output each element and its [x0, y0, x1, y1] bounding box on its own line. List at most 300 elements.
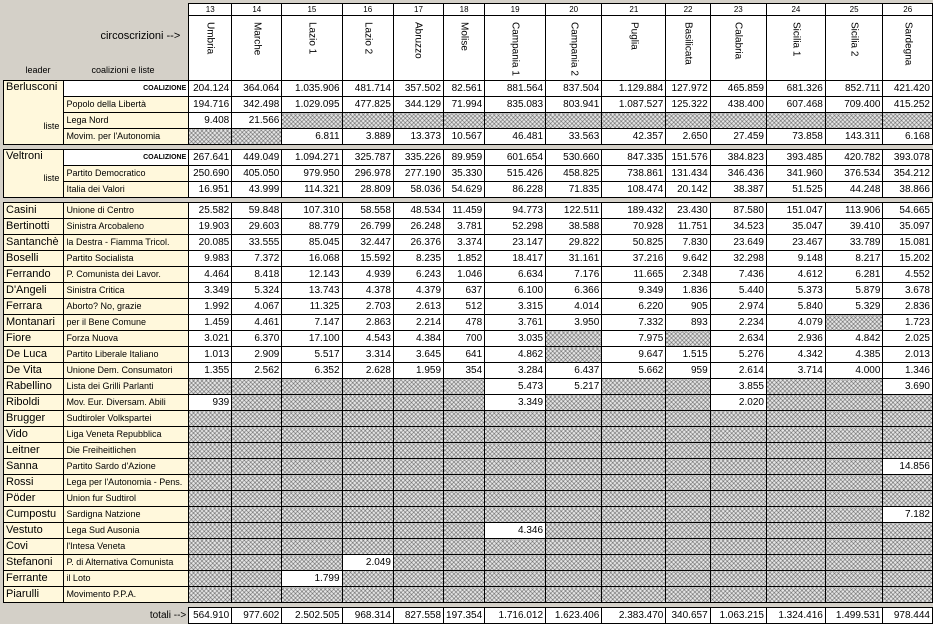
- value-cell: 7.332: [602, 315, 666, 331]
- value-cell: 16.951: [189, 182, 232, 198]
- value-cell: 143.311: [825, 129, 883, 145]
- value-cell: 17.100: [282, 331, 342, 347]
- empty-cell: [485, 587, 546, 603]
- empty-cell: [282, 555, 342, 571]
- empty-cell: [710, 113, 766, 129]
- value-cell: 5.276: [710, 347, 766, 363]
- empty-cell: [546, 539, 602, 555]
- empty-cell: [342, 411, 393, 427]
- empty-cell: [232, 539, 282, 555]
- value-cell: 852.711: [825, 81, 883, 97]
- value-cell: 6.634: [485, 267, 546, 283]
- empty-cell: [342, 459, 393, 475]
- value-cell: 11.665: [602, 267, 666, 283]
- value-cell: 38.866: [883, 182, 933, 198]
- value-cell: 21.566: [232, 113, 282, 129]
- empty-cell: [602, 491, 666, 507]
- value-cell: 4.079: [766, 315, 825, 331]
- value-cell: 73.858: [766, 129, 825, 145]
- empty-cell: [485, 539, 546, 555]
- value-cell: 341.960: [766, 166, 825, 182]
- value-cell: 3.645: [393, 347, 443, 363]
- empty-cell: [485, 459, 546, 475]
- empty-cell: [342, 491, 393, 507]
- value-cell: 32.447: [342, 235, 393, 251]
- value-cell: 26.799: [342, 219, 393, 235]
- value-cell: 2.628: [342, 363, 393, 379]
- value-cell: 837.504: [546, 81, 602, 97]
- empty-cell: [342, 113, 393, 129]
- empty-cell: [666, 395, 710, 411]
- value-cell: 344.129: [393, 97, 443, 113]
- value-cell: 1.459: [189, 315, 232, 331]
- value-cell: 32.298: [710, 251, 766, 267]
- value-cell: 4.379: [393, 283, 443, 299]
- empty-cell: [546, 411, 602, 427]
- value-cell: 354.212: [883, 166, 933, 182]
- empty-cell: [883, 411, 933, 427]
- empty-cell: [766, 379, 825, 395]
- value-cell: 641: [444, 347, 485, 363]
- list-name: l'Intesa Veneta: [64, 539, 189, 555]
- empty-cell: [444, 571, 485, 587]
- value-cell: 35.047: [766, 219, 825, 235]
- value-cell: 1.094.271: [282, 150, 342, 166]
- empty-cell: [546, 331, 602, 347]
- value-cell: 15.202: [883, 251, 933, 267]
- empty-cell: [766, 491, 825, 507]
- empty-cell: [883, 571, 933, 587]
- value-cell: 23.430: [666, 203, 710, 219]
- column-name: Sardegna: [902, 22, 914, 66]
- value-cell: 2.214: [393, 315, 443, 331]
- single-list-row: [4, 507, 933, 523]
- empty-cell: [883, 539, 933, 555]
- leader-name: Casini: [4, 203, 64, 219]
- single-list-row: [4, 235, 933, 251]
- value-cell: 438.400: [710, 97, 766, 113]
- value-cell: 835.083: [485, 97, 546, 113]
- value-cell: 481.714: [342, 81, 393, 97]
- value-cell: 194.716: [189, 97, 232, 113]
- empty-cell: [189, 491, 232, 507]
- value-cell: 20.142: [666, 182, 710, 198]
- empty-cell: [825, 427, 883, 443]
- value-cell: 50.825: [602, 235, 666, 251]
- value-cell: 4.842: [825, 331, 883, 347]
- empty-cell: [282, 395, 342, 411]
- empty-cell: [342, 571, 393, 587]
- liste-label: liste: [43, 121, 60, 131]
- empty-cell: [282, 491, 342, 507]
- empty-cell: [766, 571, 825, 587]
- single-list-row: [4, 219, 933, 235]
- empty-cell: [393, 507, 443, 523]
- empty-cell: [825, 443, 883, 459]
- empty-cell: [825, 491, 883, 507]
- column-name: Abruzzo: [412, 22, 424, 59]
- results-table: [3, 3, 933, 624]
- column-number: 22: [666, 4, 709, 16]
- empty-cell: [393, 411, 443, 427]
- liste-label: liste: [43, 173, 60, 183]
- empty-cell: [485, 507, 546, 523]
- list-row: [4, 166, 933, 182]
- value-cell: 4.939: [342, 267, 393, 283]
- list-name: Partito Democratico: [64, 166, 189, 182]
- empty-cell: [766, 443, 825, 459]
- column-header: [232, 4, 282, 81]
- column-number: 15: [282, 4, 341, 16]
- value-cell: 709.400: [825, 97, 883, 113]
- value-cell: 847.335: [602, 150, 666, 166]
- value-cell: 4.552: [883, 267, 933, 283]
- leader-name: De Vita: [4, 363, 64, 379]
- empty-cell: [710, 555, 766, 571]
- empty-cell: [766, 395, 825, 411]
- total-cell: 1.499.531: [825, 608, 883, 624]
- empty-cell: [393, 539, 443, 555]
- value-cell: 58.558: [342, 203, 393, 219]
- empty-cell: [189, 555, 232, 571]
- single-list-row: [4, 283, 933, 299]
- value-cell: 108.474: [602, 182, 666, 198]
- total-cell: 197.354: [444, 608, 485, 624]
- list-name: Movimento P.P.A.: [64, 587, 189, 603]
- value-cell: 6.352: [282, 363, 342, 379]
- list-name: Forza Nuova: [64, 331, 189, 347]
- value-cell: 3.889: [342, 129, 393, 145]
- value-cell: 3.314: [342, 347, 393, 363]
- value-cell: 4.461: [232, 315, 282, 331]
- empty-cell: [602, 459, 666, 475]
- value-cell: 5.373: [766, 283, 825, 299]
- empty-cell: [546, 459, 602, 475]
- value-cell: 9.647: [602, 347, 666, 363]
- header-corner: [4, 4, 189, 81]
- empty-cell: [485, 491, 546, 507]
- list-name: Sinistra Critica: [64, 283, 189, 299]
- empty-cell: [602, 523, 666, 539]
- column-header: [666, 4, 710, 81]
- value-cell: 58.036: [393, 182, 443, 198]
- value-cell: 2.049: [342, 555, 393, 571]
- empty-cell: [485, 443, 546, 459]
- value-cell: 342.498: [232, 97, 282, 113]
- value-cell: 803.941: [546, 97, 602, 113]
- leader-name: Montanari: [4, 315, 64, 331]
- empty-cell: [883, 475, 933, 491]
- column-number: 25: [826, 4, 883, 16]
- value-cell: 364.064: [232, 81, 282, 97]
- value-cell: 1.035.906: [282, 81, 342, 97]
- value-cell: 1.013: [189, 347, 232, 363]
- total-cell: 1.324.416: [766, 608, 825, 624]
- value-cell: 33.555: [232, 235, 282, 251]
- empty-cell: [710, 571, 766, 587]
- empty-cell: [342, 539, 393, 555]
- column-number: 20: [546, 4, 601, 16]
- value-cell: 601.654: [485, 150, 546, 166]
- value-cell: 9.148: [766, 251, 825, 267]
- value-cell: 34.523: [710, 219, 766, 235]
- totals-row: [4, 608, 933, 624]
- empty-cell: [282, 587, 342, 603]
- value-cell: 82.561: [444, 81, 485, 97]
- leader-name: Piarulli: [4, 587, 64, 603]
- empty-cell: [766, 427, 825, 443]
- empty-cell: [282, 523, 342, 539]
- empty-cell: [232, 129, 282, 145]
- value-cell: 515.426: [485, 166, 546, 182]
- empty-cell: [342, 475, 393, 491]
- empty-cell: [710, 539, 766, 555]
- empty-cell: [825, 411, 883, 427]
- value-cell: 2.936: [766, 331, 825, 347]
- value-cell: 15.592: [342, 251, 393, 267]
- value-cell: 1.852: [444, 251, 485, 267]
- empty-cell: [282, 539, 342, 555]
- value-cell: 1.515: [666, 347, 710, 363]
- empty-cell: [666, 427, 710, 443]
- header-row: [4, 4, 933, 81]
- empty-cell: [710, 443, 766, 459]
- column-number: 26: [883, 4, 932, 16]
- value-cell: 86.228: [485, 182, 546, 198]
- value-cell: 881.564: [485, 81, 546, 97]
- empty-cell: [666, 459, 710, 475]
- empty-cell: [825, 459, 883, 475]
- empty-cell: [282, 379, 342, 395]
- empty-cell: [232, 475, 282, 491]
- value-cell: 2.650: [666, 129, 710, 145]
- empty-cell: [602, 113, 666, 129]
- column-name: Basilicata: [682, 22, 694, 65]
- list-name: Lega Nord: [64, 113, 189, 129]
- empty-cell: [883, 523, 933, 539]
- empty-cell: [666, 411, 710, 427]
- value-cell: 85.045: [282, 235, 342, 251]
- empty-cell: [485, 475, 546, 491]
- column-name: Calabria: [732, 22, 744, 60]
- empty-cell: [546, 475, 602, 491]
- empty-cell: [189, 475, 232, 491]
- empty-cell: [766, 523, 825, 539]
- empty-cell: [666, 539, 710, 555]
- total-cell: 2.383.470: [602, 608, 666, 624]
- value-cell: 1.723: [883, 315, 933, 331]
- empty-cell: [444, 113, 485, 129]
- empty-cell: [189, 129, 232, 145]
- empty-cell: [189, 379, 232, 395]
- empty-cell: [393, 491, 443, 507]
- value-cell: 7.147: [282, 315, 342, 331]
- value-cell: 1.355: [189, 363, 232, 379]
- value-cell: 13.743: [282, 283, 342, 299]
- value-cell: 3.315: [485, 299, 546, 315]
- value-cell: 405.050: [232, 166, 282, 182]
- empty-cell: [342, 443, 393, 459]
- list-name: Movim. per l'Autonomia: [64, 129, 189, 145]
- value-cell: 6.370: [232, 331, 282, 347]
- value-cell: 2.863: [342, 315, 393, 331]
- column-name: Molise: [458, 22, 470, 51]
- leader-name: Vido: [4, 427, 64, 443]
- empty-cell: [189, 443, 232, 459]
- value-cell: 6.811: [282, 129, 342, 145]
- empty-cell: [710, 411, 766, 427]
- empty-cell: [666, 443, 710, 459]
- list-name: Partito Socialista: [64, 251, 189, 267]
- value-cell: 1.959: [393, 363, 443, 379]
- leader-name: De Luca: [4, 347, 64, 363]
- empty-cell: [666, 491, 710, 507]
- single-list-row: [4, 347, 933, 363]
- empty-cell: [342, 507, 393, 523]
- value-cell: 23.147: [485, 235, 546, 251]
- empty-cell: [825, 507, 883, 523]
- empty-cell: [342, 427, 393, 443]
- value-cell: 16.068: [282, 251, 342, 267]
- leader-name: Brugger: [4, 411, 64, 427]
- empty-cell: [825, 315, 883, 331]
- value-cell: 5.517: [282, 347, 342, 363]
- total-cell: 1.716.012: [485, 608, 546, 624]
- empty-cell: [666, 587, 710, 603]
- column-number: 19: [485, 4, 545, 16]
- empty-cell: [546, 395, 602, 411]
- column-header: [282, 4, 342, 81]
- empty-cell: [282, 443, 342, 459]
- value-cell: 38.387: [710, 182, 766, 198]
- leader-name: D'Angeli: [4, 283, 64, 299]
- value-cell: 465.859: [710, 81, 766, 97]
- single-list-row: [4, 571, 933, 587]
- circoscrizioni-label: circoscrizioni -->: [100, 29, 181, 42]
- empty-cell: [546, 427, 602, 443]
- list-name: Lista dei Grilli Parlanti: [64, 379, 189, 395]
- value-cell: 384.823: [710, 150, 766, 166]
- empty-cell: [602, 587, 666, 603]
- empty-cell: [825, 571, 883, 587]
- empty-cell: [232, 507, 282, 523]
- column-header: [602, 4, 666, 81]
- single-list-row: [4, 395, 933, 411]
- empty-cell: [766, 475, 825, 491]
- leader-name: Ferrante: [4, 571, 64, 587]
- total-cell: 1.623.406: [546, 608, 602, 624]
- total-cell: 2.502.505: [282, 608, 342, 624]
- coalizioni-label: coalizioni e liste: [91, 65, 155, 75]
- list-row: [4, 97, 933, 113]
- empty-cell: [282, 113, 342, 129]
- value-cell: 26.376: [393, 235, 443, 251]
- value-cell: 39.410: [825, 219, 883, 235]
- single-list-row: [4, 587, 933, 603]
- value-cell: 6.437: [546, 363, 602, 379]
- empty-cell: [602, 475, 666, 491]
- empty-cell: [825, 475, 883, 491]
- value-cell: 9.983: [189, 251, 232, 267]
- value-cell: 5.840: [766, 299, 825, 315]
- empty-cell: [189, 523, 232, 539]
- list-name: Partito Liberale Italiano: [64, 347, 189, 363]
- leader-name: Riboldi: [4, 395, 64, 411]
- leader-name: Fiore: [4, 331, 64, 347]
- column-number: 21: [602, 4, 665, 16]
- empty-cell: [444, 587, 485, 603]
- total-cell: 978.444: [883, 608, 933, 624]
- empty-cell: [444, 507, 485, 523]
- empty-cell: [444, 395, 485, 411]
- value-cell: 11.325: [282, 299, 342, 315]
- value-cell: 3.678: [883, 283, 933, 299]
- coalition-row: [4, 81, 933, 97]
- value-cell: 2.703: [342, 299, 393, 315]
- list-name: Aborto? No, grazie: [64, 299, 189, 315]
- empty-cell: [546, 507, 602, 523]
- leader-name: Berlusconi liste: [4, 81, 64, 145]
- value-cell: 2.634: [710, 331, 766, 347]
- empty-cell: [485, 571, 546, 587]
- empty-cell: [393, 379, 443, 395]
- value-cell: 31.161: [546, 251, 602, 267]
- value-cell: 7.176: [546, 267, 602, 283]
- empty-cell: [666, 523, 710, 539]
- value-cell: 19.903: [189, 219, 232, 235]
- empty-cell: [232, 379, 282, 395]
- value-cell: 23.467: [766, 235, 825, 251]
- value-cell: 357.502: [393, 81, 443, 97]
- empty-cell: [602, 395, 666, 411]
- total-cell: 977.602: [232, 608, 282, 624]
- value-cell: 14.856: [883, 459, 933, 475]
- value-cell: 94.773: [485, 203, 546, 219]
- empty-cell: [825, 555, 883, 571]
- value-cell: 4.346: [485, 523, 546, 539]
- value-cell: 3.035: [485, 331, 546, 347]
- single-list-row: [4, 267, 933, 283]
- value-cell: 27.459: [710, 129, 766, 145]
- value-cell: 458.825: [546, 166, 602, 182]
- value-cell: 2.013: [883, 347, 933, 363]
- value-cell: 1.836: [666, 283, 710, 299]
- value-cell: 20.085: [189, 235, 232, 251]
- empty-cell: [602, 555, 666, 571]
- list-name: P. di Alternativa Comunista: [64, 555, 189, 571]
- value-cell: 893: [666, 315, 710, 331]
- empty-cell: [710, 427, 766, 443]
- value-cell: 122.511: [546, 203, 602, 219]
- value-cell: 33.789: [825, 235, 883, 251]
- column-header: [825, 4, 883, 81]
- value-cell: 325.787: [342, 150, 393, 166]
- column-name: Lazio 2: [362, 22, 374, 55]
- list-name: Partito Sardo d'Azione: [64, 459, 189, 475]
- column-number: 17: [394, 4, 443, 16]
- leader-name: Leitner: [4, 443, 64, 459]
- value-cell: 939: [189, 395, 232, 411]
- value-cell: 530.660: [546, 150, 602, 166]
- value-cell: 7.372: [232, 251, 282, 267]
- value-cell: 3.950: [546, 315, 602, 331]
- single-list-row: [4, 555, 933, 571]
- column-name: Marche: [251, 22, 263, 56]
- empty-cell: [444, 379, 485, 395]
- column-number: 16: [343, 4, 393, 16]
- leader-name: Cumpostu: [4, 507, 64, 523]
- value-cell: 29.822: [546, 235, 602, 251]
